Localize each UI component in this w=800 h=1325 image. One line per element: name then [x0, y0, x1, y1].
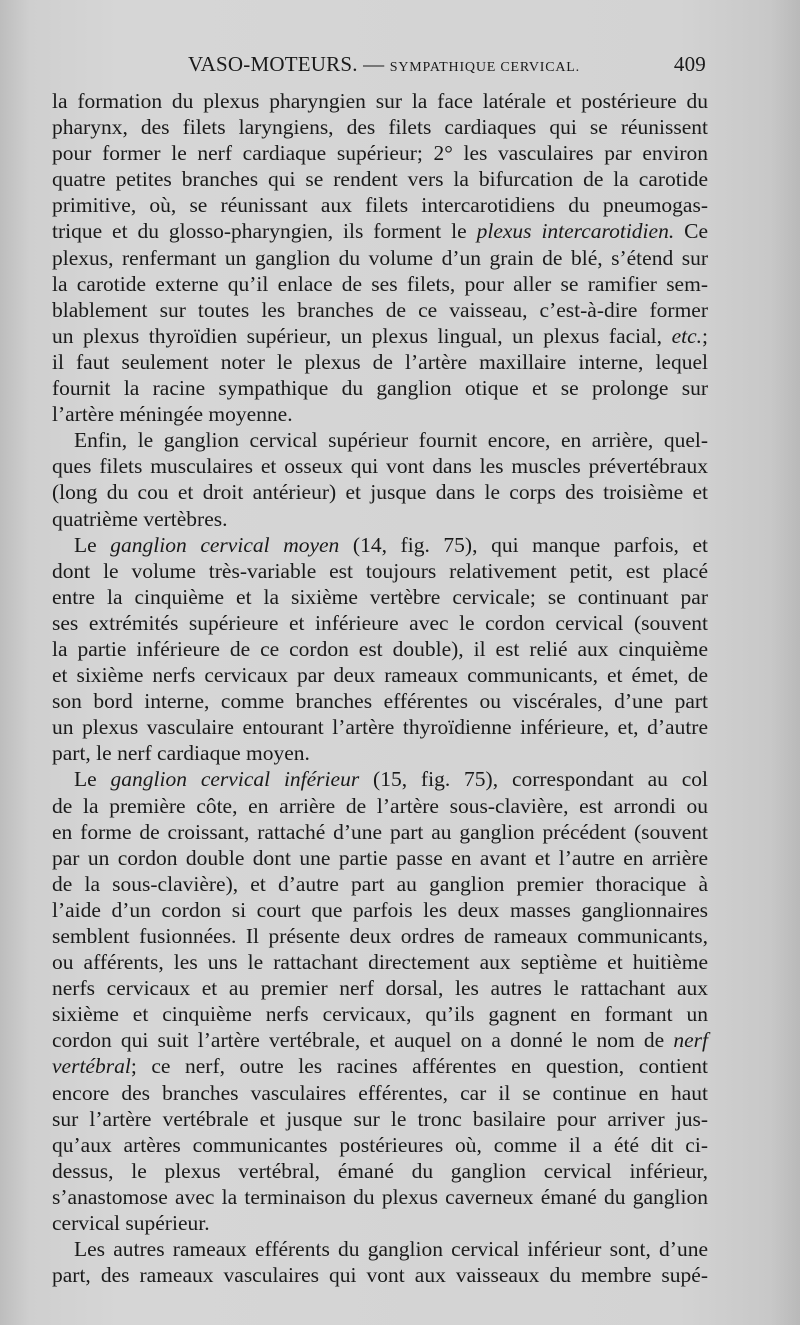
text-line: son bord interne, comme branches efférentes ou viscérales, d’une part [52, 689, 708, 714]
line-text: Le [74, 532, 111, 557]
italic-term: ganglion cervical moyen [110, 532, 340, 557]
text-line: quatre petites branches qui se rendent vers la bifurcation de la carotide [52, 167, 708, 192]
text-line: fournit la racine sympathique du ganglion otique et se prolonge sur [52, 376, 708, 401]
line-text: ; [702, 323, 708, 348]
line-text: (14, fig. 75), qui manque parfois, et [339, 532, 709, 557]
body-text [52, 88, 708, 1288]
running-title-main: VASO-MOTEURS. [188, 52, 358, 76]
line-text: (15, fig. 75), correspondant au col [359, 767, 708, 792]
text-line: il faut seulement noter le plexus de l’artère maxillaire interne, lequel [52, 349, 708, 374]
text-line: sur l’artère vertébrale et jusque sur le tronc basilaire pour arriver jus- [52, 1106, 708, 1131]
text-line: nerfs cervicaux et au premier nerf dorsal, les autres le rattachant aux [52, 976, 708, 1001]
text-line [52, 1053, 708, 1079]
text-line: semblent fusionnées. Il présente deux ordres de rameaux communicants, [52, 924, 708, 948]
text-line: Les autres rameaux efférents du ganglion cervical inférieur sont, d’une [74, 1237, 708, 1262]
italic-term: ganglion cervical inférieur [110, 767, 360, 792]
text-line: qu’aux artères communicantes postérieures où, comme il a été dit ci- [52, 1132, 708, 1157]
line-text: Le [74, 767, 111, 792]
italic-term: vertébral [52, 1054, 131, 1079]
text-line: un plexus vasculaire entourant l’artère thyroïdienne inférieure, et, d’autre [52, 715, 708, 740]
text-line: pharynx, des filets laryngiens, des filets cardiaques qui se réunissent [52, 115, 708, 140]
line-text: cordon qui suit l’artère vertébrale, et auquel on a donné le nom de [52, 1028, 674, 1053]
italic-term: nerf [673, 1028, 708, 1053]
text-line: encore des branches vasculaires efférentes, car il se continue en haut [52, 1080, 708, 1105]
running-header [52, 48, 708, 78]
text-line: plexus, renfermant un ganglion du volume d’un grain de blé, s’étend sur [52, 245, 708, 270]
text-line: la formation du plexus pharyngien sur la face latérale et postérieure du [52, 89, 708, 113]
text-line [52, 218, 708, 244]
text-line: blablement sur toutes les branches de ce vaisseau, c’est-à-dire former [52, 297, 708, 322]
text-line [52, 532, 708, 558]
line-text: Ce [674, 219, 708, 244]
text-line: s’anastomose avec la terminaison du plexus caverneux émané du ganglion [52, 1184, 708, 1209]
text-line: pour former le nerf cardiaque supérieur; 2° les vasculaires par environ [52, 141, 708, 166]
line-text: un plexus thyroïdien supérieur, un plexus lingual, un plexus facial, [52, 323, 672, 348]
text-line: ou afférents, les uns le rattachant directement aux septième et huitième [52, 950, 708, 975]
text-line: par un cordon double dont une partie passe en avant et l’autre en arrière [52, 845, 708, 870]
text-line [52, 323, 708, 349]
text-line [52, 1027, 708, 1053]
text-line [52, 766, 708, 792]
text-line: part, le nerf cardiaque moyen. [52, 741, 310, 766]
italic-term: plexus intercarotidien. [476, 219, 675, 244]
text-line: la carotide externe qu’il enlace de ses filets, pour aller se ramifier sem- [52, 271, 708, 296]
text-line: et sixième nerfs cervicaux par deux rameaux communicants, et émet, de [52, 663, 708, 688]
italic-term: etc. [671, 323, 703, 348]
text-line: (long du cou et droit antérieur) et jusque dans le corps des troisième et [52, 480, 708, 505]
text-line: entre la cinquième et la sixième vertèbre cervicale; se continuant par [52, 584, 708, 609]
text-line: ses extrémités supérieure et inférieure avec le cordon cervical (souvent [52, 610, 708, 635]
running-title-dash: — [363, 52, 385, 76]
running-title [188, 52, 580, 77]
page-number: 409 [673, 52, 706, 76]
text-line: dessus, le plexus vertébral, émané du ganglion cervical inférieur, [52, 1158, 708, 1183]
text-line: l’artère méningée moyenne. [52, 402, 293, 427]
text-line: dont le volume très-variable est toujours relativement petit, est placé [52, 558, 708, 583]
text-line: de la sous-clavière), et d’autre part au ganglion premier thoracique à [52, 871, 708, 896]
text-line: la partie inférieure de ce cordon est double), il est relié aux cinquième [52, 636, 708, 661]
running-title-sub: SYMPATHIQUE CERVICAL. [389, 60, 580, 75]
text-line: ques filets musculaires et osseux qui vont dans les muscles prévertébraux [52, 454, 708, 479]
text-line: sixième et cinquième nerfs cervicaux, qu’ils gagnent en formant un [52, 1002, 708, 1027]
text-line: part, des rameaux vasculaires qui vont aux vaisseaux du membre supé- [52, 1263, 708, 1288]
text-line: primitive, où, se réunissant aux filets intercarotidiens du pneumogas- [52, 193, 708, 218]
text-line: en forme de croissant, rattaché d’une part au ganglion précédent (souvent [52, 819, 708, 844]
line-text: ; ce nerf, outre les racines afférentes en question, contient [130, 1054, 708, 1079]
text-line: cervical supérieur. [52, 1211, 210, 1236]
text-line: de la première côte, en arrière de l’artère sous-clavière, est arrondi ou [52, 793, 708, 818]
text-line: l’aide d’un cordon si court que parfois les deux masses ganglionnaires [52, 897, 708, 922]
line-text: trique et du glosso-pharyngien, ils forment le [52, 219, 477, 244]
text-line: Enfin, le ganglion cervical supérieur fournit encore, en arrière, quel- [74, 428, 708, 453]
text-line: quatrième vertèbres. [52, 506, 228, 531]
